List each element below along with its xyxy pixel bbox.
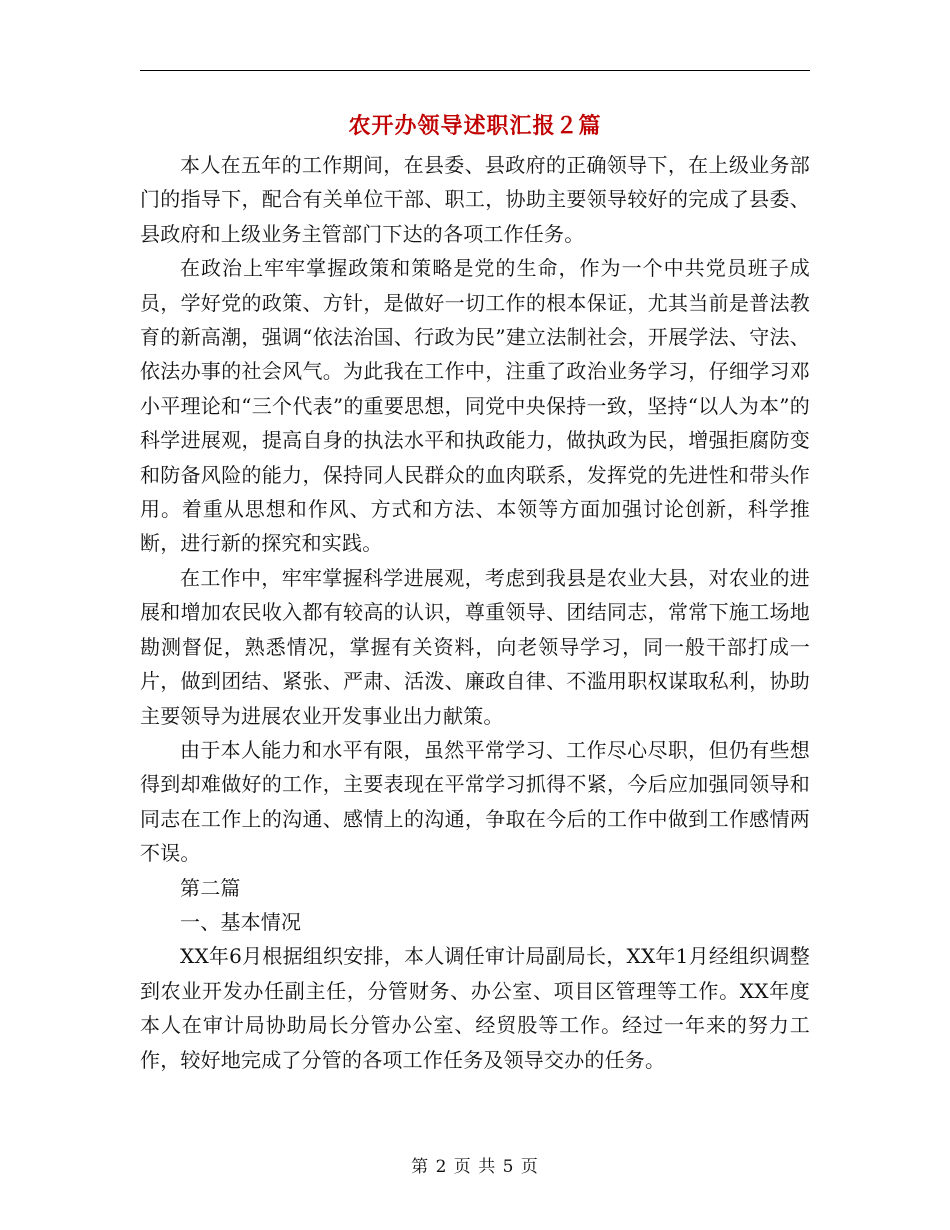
paragraph: 在政治上牢牢掌握政策和策略是党的生命，作为一个中共党员班子成员，学好党的政策、方针，是做好一切工作的根本保证，尤其当前是普法教育的新高潮，强调“依法治国、行政为民”建立法制社会，开展学法、守法、依法办事的社会风气。为此我在工作中，注重了政治业务学习，仔细学习邓小平理论和“三个代表”的重要思想，同党中央保持一致，坚持“以人为本”的科学进展观，提高自身的执法水平和执政能力，做执政为民，增强拒腐防变和防备风险的能力，保持同人民群众的血肉联系，发挥党的先进性和带头作用。着重从思想和作风、方式和方法、本领等方面加强讨论创新，科学推断，进行新的探究和实践。 bbox=[140, 256, 810, 556]
document-body bbox=[140, 148, 810, 1077]
header-rule bbox=[140, 70, 810, 71]
paragraph: 由于本人能力和水平有限，虽然平常学习、工作尽心尽职，但仍有些想得到却难做好的工作，主要表现在平常学习抓得不紧，今后应加强同领导和同志在工作上的沟通、感情上的沟通，争取在今后的工作中做到工作感情两不误。 bbox=[140, 737, 810, 866]
page-footer: 第 2 页 共 5 页 bbox=[411, 1157, 539, 1177]
paragraph: 本人在五年的工作期间，在县委、县政府的正确领导下，在上级业务部门的指导下，配合有关单位干部、职工，协助主要领导较好的完成了县委、县政府和上级业务主管部门下达的各项工作任务。 bbox=[140, 153, 810, 246]
subsection-heading: 一、基本情况 bbox=[180, 909, 302, 934]
section-heading: 第二篇 bbox=[180, 875, 241, 900]
paragraph: 在工作中，牢牢掌握科学进展观，考虑到我县是农业大县，对农业的进展和增加农民收入都有较高的认识，尊重领导、团结同志，常常下施工场地勘测督促，熟悉情况，掌握有关资料，向老领导学习，同一般干部打成一片，做到团结、紧张、严肃、活泼、廉政自律、不滥用职权谋取私利，协助主要领导为进展农业开发事业出力献策。 bbox=[140, 565, 810, 728]
paragraph: XX年6月根据组织安排，本人调任审计局副局长，XX年1月经组织调整到农业开发办任副主任，分管财务、办公室、项目区管理等工作。XX年度本人在审计局协助局长分管办公室、经贸股等工作。经过一年来的努力工作，较好地完成了分管的各项工作任务及领导交办的任务。 bbox=[140, 944, 810, 1072]
document-title: 农开办领导述职汇报２篇 bbox=[348, 113, 602, 139]
